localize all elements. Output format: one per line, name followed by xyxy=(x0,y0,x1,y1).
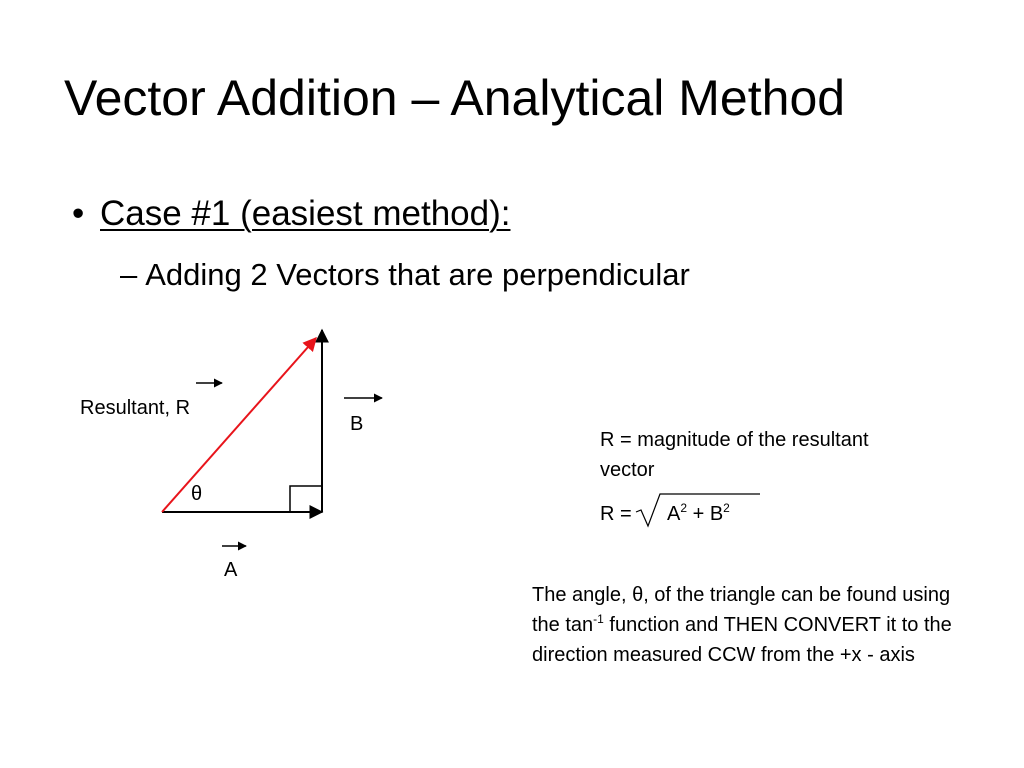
bullet-text: Case #1 (easiest method): xyxy=(100,194,511,233)
formula-a: A xyxy=(667,503,681,525)
angle-note-part1: The angle, θ, of the triangle can be found using the tan xyxy=(532,584,951,636)
formula-b-exponent: 2 xyxy=(723,501,730,515)
resultant-label: Resultant, R xyxy=(80,397,191,419)
angle-note xyxy=(532,580,952,670)
magnitude-formula xyxy=(600,499,730,529)
a-label: A xyxy=(224,559,238,581)
sub-bullet-text: Adding 2 Vectors that are perpendicular xyxy=(145,257,690,292)
angle-note-part2: function and THEN CONVERT it to the direction measured CCW from the +x - axis xyxy=(532,614,952,666)
theta-label: θ xyxy=(191,483,203,505)
angle-note-exponent: -1 xyxy=(593,612,604,626)
formula-radicand xyxy=(667,499,730,529)
slide-title: Vector Addition – Analytical Method xyxy=(64,70,846,126)
bullet-marker: • xyxy=(72,194,85,233)
formula-a-exponent: 2 xyxy=(680,501,688,515)
right-angle-marker xyxy=(290,486,322,512)
b-label: B xyxy=(350,413,364,435)
formula-plus-b: + B xyxy=(692,503,724,525)
sub-bullet-marker: – xyxy=(120,257,138,292)
resultant-definition: R = magnitude of the resultant vector xyxy=(600,429,869,481)
formula-lhs: R = xyxy=(600,503,632,525)
